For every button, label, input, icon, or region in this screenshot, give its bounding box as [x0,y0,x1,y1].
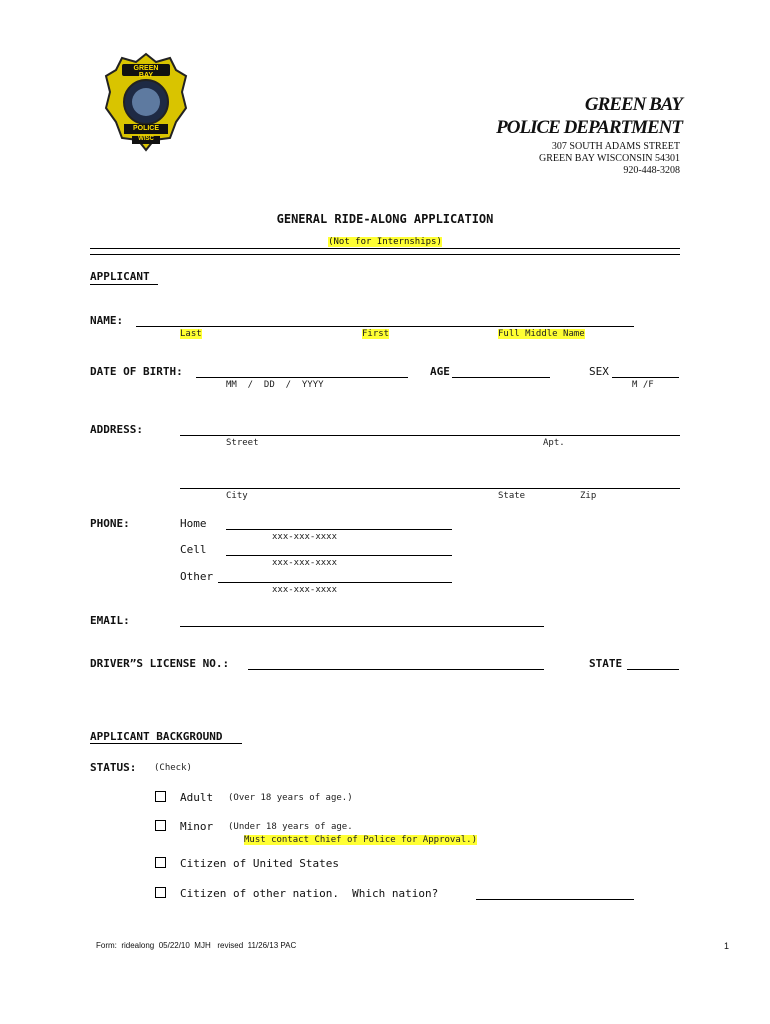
status-hint: (Check) [154,763,192,773]
apt-hint: Apt. [543,438,565,448]
applicant-heading-underline [90,284,158,285]
adult-checkbox[interactable] [155,791,166,802]
us-citizen-label: Citizen of United States [180,857,339,870]
page-number: 1 [724,941,730,951]
name-hint-middle: Full Middle Name [498,329,585,339]
address-label: ADDRESS: [90,423,143,436]
department-name-line1: GREEN BAY [584,94,682,115]
dob-field[interactable] [196,377,408,378]
age-field[interactable] [452,377,550,378]
form-subtitle: (Not for Internships) [328,237,442,247]
badge-text-top: GREEN BAY [133,65,159,79]
age-label: AGE [430,365,450,378]
status-label: STATUS: [90,761,137,774]
minor-checkbox[interactable] [155,820,166,831]
phone-other-hint: xxx-xxx-xxxx [272,585,338,595]
phone-home-field[interactable] [226,529,452,530]
name-label: NAME: [90,314,124,327]
street-hint: Street [226,438,259,448]
zip-hint: Zip [580,491,597,501]
phone-cell-hint: xxx-xxx-xxxx [272,558,338,568]
name-hint-last: Last [180,329,202,339]
dob-hint: MM / DD / YYYY [226,380,324,390]
phone-cell-field[interactable] [226,555,452,556]
minor-approval-note: Must contact Chief of Police for Approval.) [244,835,477,845]
sex-field[interactable] [612,377,679,378]
phone-cell-label: Cell [180,543,207,556]
adult-note: (Over 18 years of age.) [228,793,353,803]
phone-other-label: Other [180,570,214,583]
other-citizen-label: Citizen of other nation. Which nation? [180,887,439,900]
minor-note: (Under 18 years of age. [228,822,353,832]
name-field[interactable] [136,326,634,327]
police-badge-logo [104,52,188,152]
department-name-line2: POLICE DEPARTMENT [496,117,682,138]
license-state-field[interactable] [627,669,679,670]
sex-hint: M /F [632,380,654,390]
license-field[interactable] [248,669,544,670]
name-hint-first: First [362,329,390,339]
which-nation-field[interactable] [476,899,634,900]
email-label: EMAIL: [90,614,130,627]
license-state-label: STATE [589,657,623,670]
phone-home-hint: xxx-xxx-xxxx [272,532,338,542]
adult-label: Adult [180,791,214,804]
badge-state: WISC [138,136,154,142]
us-citizen-checkbox[interactable] [155,857,166,868]
phone-label: PHONE: [90,517,130,530]
title-divider-bottom [90,254,680,255]
background-heading-underline [90,743,242,744]
other-citizen-checkbox[interactable] [155,887,166,898]
phone-home-label: Home [180,517,207,530]
city-hint: City [226,491,248,501]
applicant-heading: APPLICANT [90,270,150,283]
badge-text-bottom: POLICE [132,125,160,132]
department-address-street: 307 SOUTH ADAMS STREET [551,141,680,152]
department-address-city: GREEN BAY WISCONSIN 54301 [538,153,680,164]
street-field[interactable] [180,435,680,436]
title-divider-top [90,248,680,249]
dob-label: DATE OF BIRTH: [90,365,183,378]
state-hint: State [498,491,526,501]
email-field[interactable] [180,626,544,627]
department-phone: 920-448-3208 [623,165,680,176]
sex-label: SEX [589,365,609,378]
form-title: GENERAL RIDE-ALONG APPLICATION [276,212,494,226]
background-heading: APPLICANT BACKGROUND [90,730,223,743]
license-label: DRIVER”S LICENSE NO.: [90,657,230,670]
form-id-footer: Form: ridealong 05/22/10 MJH revised 11/26/13 PAC [96,941,297,950]
phone-other-field[interactable] [218,582,452,583]
city-state-zip-field[interactable] [180,488,680,489]
minor-label: Minor [180,820,214,833]
